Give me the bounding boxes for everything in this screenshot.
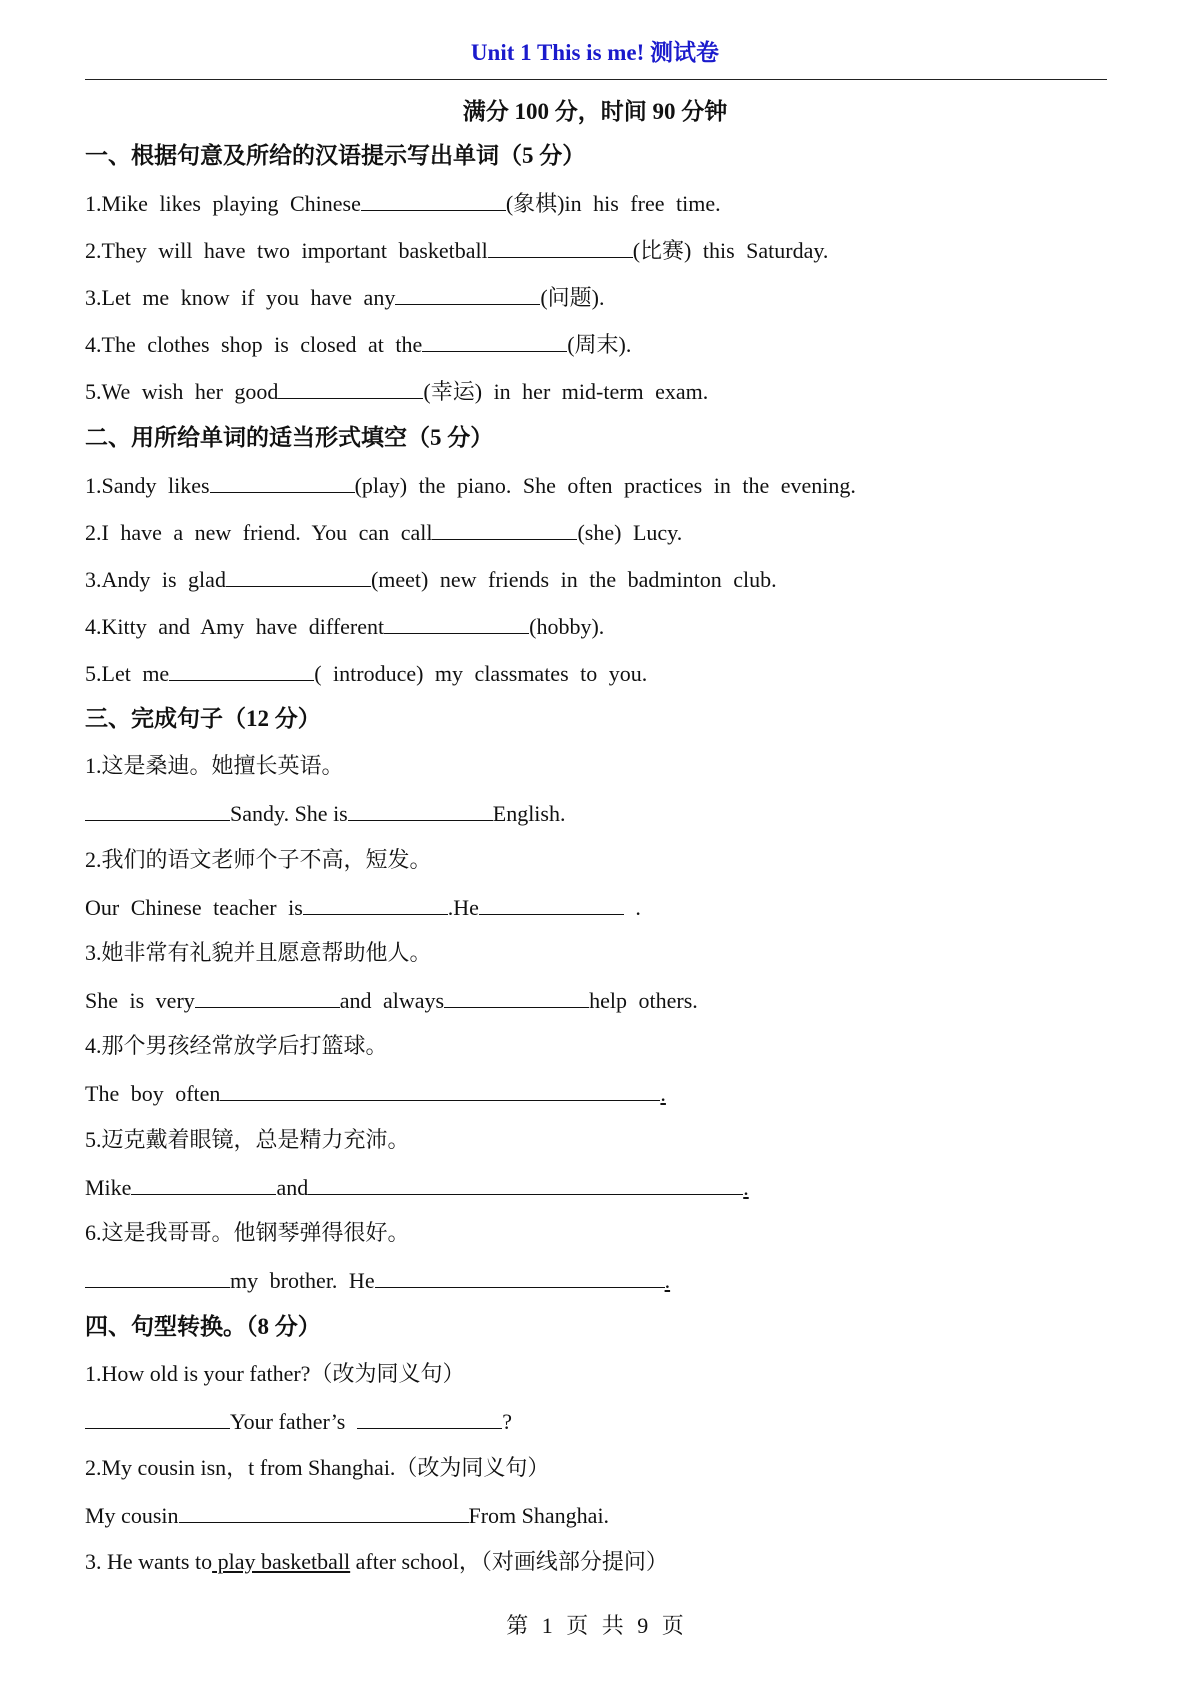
s3-q4-english: The boy often . xyxy=(85,1078,666,1109)
s2-question-2: 2.I have a new friend. You can call (she) Lucy. xyxy=(85,517,682,548)
answer-blank[interactable] xyxy=(85,1406,230,1429)
section-4-title: 四、句型转换。（8 分） xyxy=(85,1314,321,1339)
answer-blank[interactable] xyxy=(303,892,448,915)
s4-question-2: 2.My cousin isn，t from Shanghai.（改为同义句） xyxy=(85,1455,550,1480)
s2-question-4: 4.Kitty and Amy have different (hobby). xyxy=(85,611,604,642)
section-2-title: 二、用所给单词的适当形式填空（5 分） xyxy=(85,425,494,450)
answer-blank[interactable] xyxy=(444,985,589,1008)
answer-blank[interactable] xyxy=(488,235,633,258)
s2-question-5: 5.Let me ( introduce) my classmates to you. xyxy=(85,658,647,689)
header-divider xyxy=(85,79,1107,80)
s1-question-5: 5.We wish her good (幸运) in her mid-term exam. xyxy=(85,376,708,407)
s3-q4-chinese: 4.那个男孩经常放学后打篮球。 xyxy=(85,1033,388,1058)
s3-q1-english: Sandy. She is English. xyxy=(85,798,565,829)
answer-blank[interactable] xyxy=(169,658,314,681)
s3-q2-chinese: 2.我们的语文老师个子不高，短发。 xyxy=(85,847,432,872)
answer-blank[interactable] xyxy=(131,1172,276,1195)
section-3-title: 三、完成句子（12 分） xyxy=(85,706,321,731)
answer-blank[interactable] xyxy=(210,470,355,493)
s3-q2-english: Our Chinese teacher is .He . xyxy=(85,892,641,923)
s4-question-3: 3. He wants to play basketball after school，（对画线部分提问） xyxy=(85,1549,668,1574)
answer-blank[interactable] xyxy=(375,1265,665,1288)
page-number: 第 1 页 共 9 页 xyxy=(506,1613,684,1638)
s4-q1-answer: Your father’s ? xyxy=(85,1406,512,1437)
answer-blank[interactable] xyxy=(422,329,567,352)
s2-question-1: 1.Sandy likes (play) the piano. She often practices in the evening. xyxy=(85,470,856,501)
s3-q1-chinese: 1.这是桑迪。她擅长英语。 xyxy=(85,753,344,778)
answer-blank[interactable] xyxy=(85,1265,230,1288)
s3-q3-english: She is very and always help others. xyxy=(85,985,698,1016)
answer-blank[interactable] xyxy=(432,517,577,540)
answer-blank[interactable] xyxy=(195,985,340,1008)
s3-q5-chinese: 5.迈克戴着眼镜，总是精力充沛。 xyxy=(85,1127,410,1152)
s4-q2-answer: My cousin From Shanghai. xyxy=(85,1500,609,1531)
s1-question-1: 1.Mike likes playing Chinese (象棋)in his free time. xyxy=(85,188,721,219)
answer-blank[interactable] xyxy=(348,798,493,821)
answer-blank[interactable] xyxy=(85,798,230,821)
s3-q3-chinese: 3.她非常有礼貌并且愿意帮助他人。 xyxy=(85,940,432,965)
s3-q6-chinese: 6.这是我哥哥。他钢琴弹得很好。 xyxy=(85,1220,410,1245)
answer-blank[interactable] xyxy=(361,188,506,211)
answer-blank[interactable] xyxy=(226,564,371,587)
s3-q5-english: Mike and . xyxy=(85,1172,749,1203)
answer-blank[interactable] xyxy=(357,1406,502,1429)
answer-blank[interactable] xyxy=(220,1078,660,1101)
s3-q6-english: my brother. He . xyxy=(85,1265,670,1296)
s1-question-3: 3.Let me know if you have any (问题). xyxy=(85,282,604,313)
answer-blank[interactable] xyxy=(308,1172,743,1195)
answer-blank[interactable] xyxy=(395,282,540,305)
s4-question-1: 1.How old is your father?（改为同义句） xyxy=(85,1361,465,1386)
exam-title: Unit 1 This is me! 测试卷 xyxy=(470,40,720,65)
s1-question-4: 4.The clothes shop is closed at the (周末). xyxy=(85,329,631,360)
s1-question-2: 2.They will have two important basketball (比赛) this Saturday. xyxy=(85,235,828,266)
answer-blank[interactable] xyxy=(278,376,423,399)
answer-blank[interactable] xyxy=(179,1500,469,1523)
answer-blank[interactable] xyxy=(479,892,624,915)
score-time-line: 满分 100 分，时间 90 分钟 xyxy=(462,99,728,124)
s2-question-3: 3.Andy is glad (meet) new friends in the badminton club. xyxy=(85,564,777,595)
answer-blank[interactable] xyxy=(384,611,529,634)
underlined-phrase: play basketball xyxy=(212,1549,351,1574)
section-1-title: 一、根据句意及所给的汉语提示写出单词（5 分） xyxy=(85,143,586,168)
